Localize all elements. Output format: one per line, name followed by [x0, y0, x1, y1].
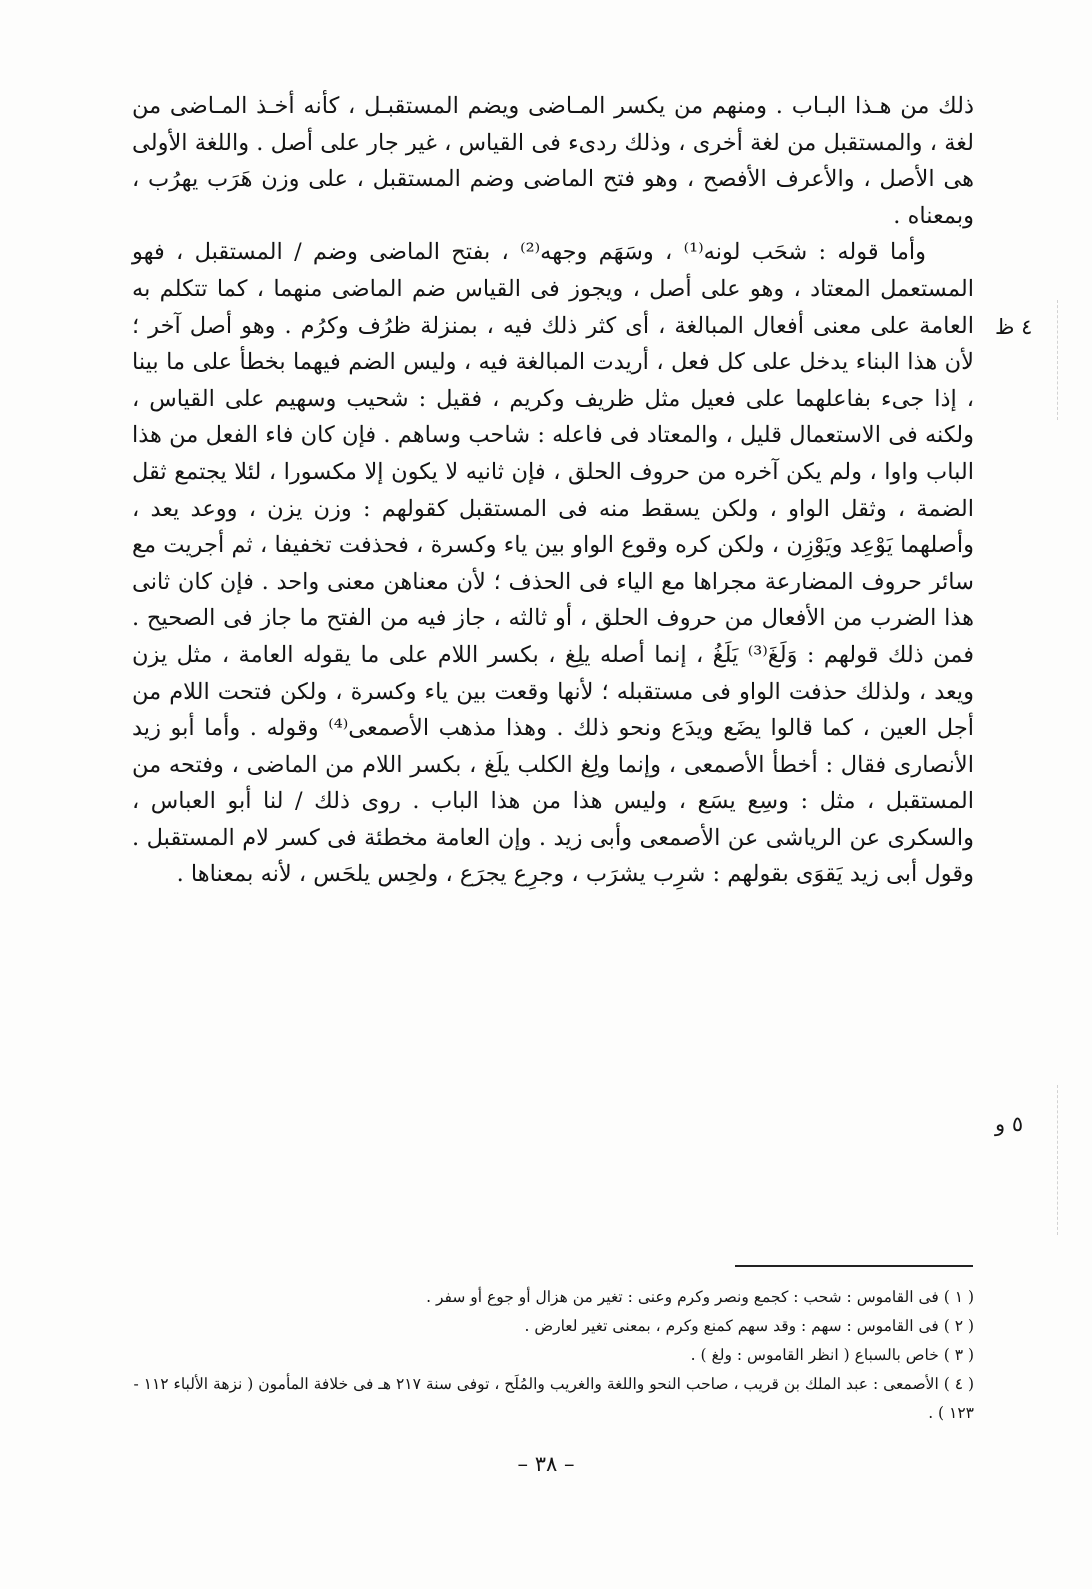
- footnote-3: ( ٣ ) خاص بالسباع ( انظر القاموس : ولغ ) .: [690, 1346, 974, 1364]
- footnotes: [132, 1283, 974, 1428]
- page-number: – ٣٨ –: [517, 1452, 575, 1476]
- main-text: [132, 88, 974, 893]
- footnote-1: ( ١ ) فى القاموس : شحب : كجمع ونصر وكرم وعنى : تغير من هزال أو جوع أو سفر .: [426, 1288, 974, 1306]
- gutter-mark: [1057, 1085, 1058, 1235]
- footnote-4: ( ٤ ) الأصمعى : عبد الملك بن قريب ، صاحب النحو واللغة والغريب والمُلَح ، توفى سنة ٢١٧ هـ فى خلافة المأمون ( نزهة الألباء ١١٢ - ١٢٣ ) .: [133, 1375, 974, 1422]
- margin-note-folio-4-verso: ٤ ظ: [995, 315, 1033, 339]
- margin-note-folio-5-recto: ٥ و: [995, 1112, 1024, 1136]
- footnote-2: ( ٢ ) فى القاموس : سهم : وقد سهم كمنع وكرم ، بمعنى تغير لعارض .: [524, 1317, 974, 1335]
- gutter-mark: [1057, 300, 1058, 420]
- paragraph: ذلك من هـذا البـاب . ومنهم من يكسر المـاضى ويضم المستقبـل ، كأنه أخـذ المـاضى من لغة ، والمستقبل من لغة أخرى ، وذلك ردىء فى القياس ، غير جار على أصل . واللغة الأولى هى الأصل ، والأعرف الأفصح ، وهو فتح الماضى وضم المستقبل ، على وزن هَرَب يهرُب ، وبمعناه .: [132, 93, 974, 229]
- footnote-separator: [735, 1265, 973, 1267]
- paragraph: وأما قوله : شحَب لونه⁽¹⁾ ، وسَهَم وجهه⁽²⁾ ، بفتح الماضى وضم / المستقبل ، فهو المستعمل المعتاد ، وهو على أصل ، ويجوز فى القياس ضم الماضى منهما ، كما تتكلم به العامة على معنى أفعال المبالغة ، أى كثر ذلك فيه ، بمنزلة ظرُف وكرُم . وهو أصل آخر ؛ لأن هذا البناء يدخل على كل فعل ، أريدت المبالغة فيه ، وليس الضم فيهما بخطأ على ما بينا ، إذا جىء بفاعلهما على فعيل مثل ظريف وكريم ، فقيل : شحيب وسهيم على القياس ، ولكنه فى الاستعمال قليل ، والمعتاد فى فاعله : شاحب وساهم . فإن كان فاء الفعل من هذا الباب واوا ، ولم يكن آخره من حروف الحلق ، فإن ثانيه لا يكون إلا مكسورا ، لئلا يجتمع ثقل الضمة ، وثقل الواو ، ولكن يسقط منه فى المستقبل كقولهم : وزن يزن ، ووعد يعد ، وأصلهما يَوْعِد ويَوْزِن ، ولكن كره وقوع الواو بين ياء وكسرة ، فحذفت تخفيفا ، ثم أجريت مع سائر حروف المضارعة مجراها مع الياء فى الحذف ؛ لأن معناهن معنى واحد . فإن كان ثانى هذا الضرب من الأفعال من حروف الحلق ، أو ثالثه ، جاز فيه من الفتح ما جاز فى الصحيح . فمن ذلك قولهم : وَلَغَ⁽³⁾ يَلَغُ ، إنما أصله يلِغ ، بكسر اللام على ما يقوله العامة ، مثل يزن ويعد ، ولذلك حذفت الواو فى مستقبله ؛ لأنها وقعت بين ياء وكسرة ، ولكن فتحت اللام من أجل العين ، كما قالوا يضَع ويدَع ونحو ذلك . وهذا مذهب الأصمعى⁽⁴⁾ وقوله . وأما أبو زيد الأنصارى فقال : أخطأ الأصمعى ، وإنما ولِغ الكلب يلَغ ، بكسر اللام من الماضى ، وفتحه من المستقبل ، مثل : وسِع يسَع ، وليس هذا من هذا الباب . روى ذلك / لنا أبو العباس ، والسكرى عن الرياشى عن الأصمعى وأبى زيد . وإن العامة مخطئة فى كسر لام المستقبل . وقول أبى زيد يَقوَى بقولهم : شرِب يشرَب ، وجرِع يجرَع ، ولحِس يلحَس ، لأنه بمعناها .: [132, 239, 974, 888]
